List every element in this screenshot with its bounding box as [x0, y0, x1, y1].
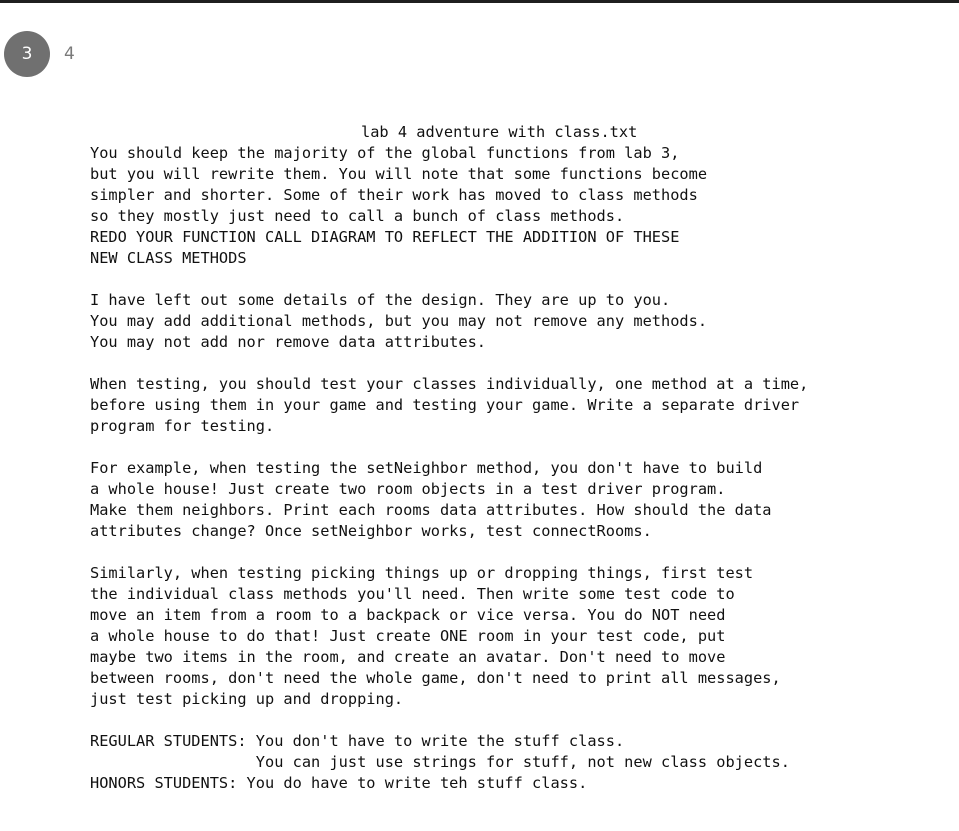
document-line: You should keep the majority of the global functions from lab 3, — [90, 144, 680, 162]
document-line: Make them neighbors. Print each rooms data attributes. How should the data — [90, 501, 772, 519]
document-line: For example, when testing the setNeighbor method, you don't have to build — [90, 459, 763, 477]
document-line — [90, 542, 950, 563]
document-line: Similarly, when testing picking things up or dropping things, first test — [90, 564, 754, 582]
document-line: maybe two items in the room, and create an avatar. Don't need to move — [90, 648, 726, 666]
document-line: NEW CLASS METHODS — [90, 249, 247, 267]
document-line: When testing, you should test your classes individually, one method at a time, — [90, 375, 809, 393]
document-line: the individual class methods you'll need. Then write some test code to — [90, 585, 735, 603]
document-line — [90, 710, 950, 731]
document-line: but you will rewrite them. You will note that some functions become — [90, 165, 708, 183]
document-line: attributes change? Once setNeighbor works, test connectRooms. — [90, 522, 652, 540]
page-navigator — [4, 31, 75, 77]
document-line: between rooms, don't need the whole game, don't need to print all messages, — [90, 669, 781, 687]
document-line: move an item from a room to a backpack or vice versa. You do NOT need — [90, 606, 726, 624]
document-line: I have left out some details of the design. They are up to you. — [90, 291, 671, 309]
document-body — [90, 143, 950, 794]
current-page-badge[interactable]: 3 — [4, 31, 50, 77]
document-line: simpler and shorter. Some of their work has moved to class methods — [90, 186, 698, 204]
document-line: You may add additional methods, but you may not remove any methods. — [90, 312, 708, 330]
next-page-link[interactable]: 4 — [64, 44, 75, 64]
document-line: program for testing. — [90, 417, 275, 435]
document-line: a whole house to do that! Just create ONE room in your test code, put — [90, 627, 726, 645]
document-line: just test picking up and dropping. — [90, 690, 404, 708]
document-line: REGULAR STUDENTS: You don't have to write the stuff class. — [90, 732, 625, 750]
document-line: You may not add nor remove data attributes. — [90, 333, 487, 351]
document-line: REDO YOUR FUNCTION CALL DIAGRAM TO REFLECT THE ADDITION OF THESE — [90, 228, 680, 246]
document-line: a whole house! Just create two room objects in a test driver program. — [90, 480, 726, 498]
document-line — [90, 353, 950, 374]
top-border — [0, 0, 959, 3]
document-line: before using them in your game and testing your game. Write a separate driver — [90, 396, 800, 414]
document-line — [90, 437, 950, 458]
document-title: lab 4 adventure with class.txt — [361, 123, 638, 141]
document-line: You can just use strings for stuff, not new class objects. — [90, 753, 790, 771]
document-text — [90, 122, 950, 794]
document-line: so they mostly just need to call a bunch of class methods. — [90, 207, 625, 225]
document-line: HONORS STUDENTS: You do have to write teh stuff class. — [90, 774, 588, 792]
document-line — [90, 269, 950, 290]
